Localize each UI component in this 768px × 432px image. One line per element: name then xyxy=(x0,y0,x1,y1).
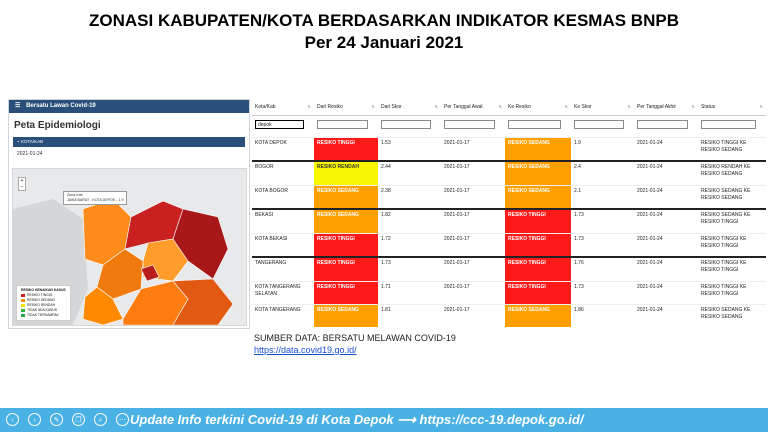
cell-dari-skor: 2.44 xyxy=(378,161,441,185)
cell-dari-skor: 1.53 xyxy=(378,138,441,162)
table-row xyxy=(252,161,766,185)
more-icon[interactable]: ⋯ xyxy=(116,413,129,426)
cell-status: RESIKO SEDANG KE RESIKO SEDANG xyxy=(698,304,766,327)
forward-icon[interactable]: › xyxy=(28,413,41,426)
cell-tanggal-akhir: 2021-01-24 xyxy=(634,161,698,185)
cell-ke-skor: 1.73 xyxy=(571,233,634,257)
cell-dari-resiko: RESIKO TINGGI xyxy=(314,281,378,304)
cell-tanggal-akhir: 2021-01-24 xyxy=(634,209,698,233)
col-header-dari-resiko[interactable]: Dari Resiko ⇅ xyxy=(314,99,378,116)
cell-dari-resiko: RESIKO SEDANG xyxy=(314,185,378,209)
title-line-2: Per 24 Januari 2021 xyxy=(304,33,464,52)
chart-icon: ⌁ xyxy=(17,139,21,144)
cell-ke-resiko: RESIKO TINGGI xyxy=(505,209,571,233)
col-header-tanggal-akhir[interactable]: Per Tanggal Akhir ⇅ xyxy=(634,99,698,116)
table-row xyxy=(252,185,766,209)
col-header-dari-skor[interactable]: Dari Skor ⇅ xyxy=(378,99,441,116)
col-header-status[interactable]: Status ⇅ xyxy=(698,99,766,116)
slide-toolbar xyxy=(6,413,129,427)
cell-kota: KOTA TANGERANG SELATAN xyxy=(252,281,314,304)
col-header-ke-resiko[interactable]: Ke Resiko ⇅ xyxy=(505,99,571,116)
legend-title: RESIKO KENAIKAN KASUS xyxy=(21,288,66,292)
cell-status: RESIKO TINGGI KE RESIKO TINGGI xyxy=(698,281,766,304)
cell-tanggal-awal: 2021-01-17 xyxy=(441,209,505,233)
cell-kota: KOTA TANGERANG xyxy=(252,304,314,327)
filter-tanggal-awal-input[interactable] xyxy=(444,120,495,129)
copy-icon[interactable]: ❐ xyxy=(72,413,85,426)
kota-kab-bar xyxy=(13,137,245,147)
table-row xyxy=(252,304,766,327)
filter-status-input[interactable] xyxy=(701,120,756,129)
cell-tanggal-akhir: 2021-01-24 xyxy=(634,138,698,162)
cell-tanggal-akhir: 2021-01-24 xyxy=(634,304,698,327)
cell-status: RESIKO TINGGI KE RESIKO TINGGI xyxy=(698,257,766,281)
cell-tanggal-awal: 2021-01-17 xyxy=(441,233,505,257)
cell-ke-skor: 1.9 xyxy=(571,138,634,162)
cell-kota: KOTA BOGOR xyxy=(252,185,314,209)
cell-kota: KOTA DEPOK xyxy=(252,138,314,162)
filter-dari-skor-input[interactable] xyxy=(381,120,431,129)
cell-ke-resiko: RESIKO SEDANG xyxy=(505,161,571,185)
legend-label-3: TIDAK ADA KASUS xyxy=(27,308,57,312)
legend-item xyxy=(21,313,66,318)
cell-kota: KOTA BEKASI xyxy=(252,233,314,257)
tooltip-line-1: Zona Kab xyxy=(67,193,83,197)
table-row xyxy=(252,138,766,162)
legend-swatch-0 xyxy=(21,294,25,297)
filter-tanggal-akhir-input[interactable] xyxy=(637,120,688,129)
tooltip-line-2: JAWA BARAT - KOTA DEPOK - 1.9 xyxy=(67,198,124,202)
cell-status: RESIKO TINGGI KE RESIKO TINGGI xyxy=(698,233,766,257)
cell-dari-resiko: RESIKO TINGGI xyxy=(314,257,378,281)
back-icon[interactable]: ‹ xyxy=(6,413,19,426)
cell-dari-resiko: RESIKO SEDANG xyxy=(314,304,378,327)
data-source xyxy=(254,332,456,356)
filter-kota-input[interactable]: depok xyxy=(255,120,304,129)
cell-ke-resiko: RESIKO TINGGI xyxy=(505,233,571,257)
map-panel xyxy=(8,99,250,329)
cell-tanggal-akhir: 2021-01-24 xyxy=(634,281,698,304)
hamburger-icon[interactable]: ☰ xyxy=(15,103,21,109)
zonasi-table xyxy=(252,99,766,327)
cell-ke-skor: 1.73 xyxy=(571,209,634,233)
cell-tanggal-awal: 2021-01-17 xyxy=(441,281,505,304)
cell-ke-skor: 2.1 xyxy=(571,185,634,209)
cell-tanggal-awal: 2021-01-17 xyxy=(441,304,505,327)
footer-text: Update Info terkini Covid-19 di Kota Depok ⟶ https://ccc-19.depok.go.id/ xyxy=(130,412,584,427)
cell-tanggal-awal: 2021-01-17 xyxy=(441,257,505,281)
cell-dari-skor: 1.71 xyxy=(378,281,441,304)
zoom-control[interactable]: + − xyxy=(18,177,26,191)
cell-ke-resiko: RESIKO SEDANG xyxy=(505,138,571,162)
table-row xyxy=(252,209,766,233)
pen-icon[interactable]: ✎ xyxy=(50,413,63,426)
map-tooltip xyxy=(63,191,127,205)
cell-kota: BEKASI xyxy=(252,209,314,233)
filter-ke-resiko-input[interactable] xyxy=(508,120,561,129)
cell-tanggal-awal: 2021-01-17 xyxy=(441,138,505,162)
cell-tanggal-akhir: 2021-01-24 xyxy=(634,233,698,257)
filter-dari-resiko-input[interactable] xyxy=(317,120,368,129)
table-row xyxy=(252,281,766,304)
filter-row xyxy=(252,116,766,138)
legend-label-0: RESIKO TINGGI xyxy=(27,293,53,297)
legend-swatch-1 xyxy=(21,299,25,302)
table-row xyxy=(252,233,766,257)
legend-swatch-4 xyxy=(21,314,25,317)
cell-ke-skor: 1.73 xyxy=(571,281,634,304)
cell-kota: TANGERANG xyxy=(252,257,314,281)
cell-dari-resiko: RESIKO TINGGI xyxy=(314,138,378,162)
footer-bar xyxy=(0,408,768,432)
cell-dari-resiko: RESIKO SEDANG xyxy=(314,209,378,233)
legend-swatch-2 xyxy=(21,304,25,307)
cell-status: RESIKO RENDAH KE RESIKO SEDANG xyxy=(698,161,766,185)
cell-dari-resiko: RESIKO RENDAH xyxy=(314,161,378,185)
cell-ke-skor: 1.76 xyxy=(571,257,634,281)
cell-dari-skor: 1.72 xyxy=(378,233,441,257)
cell-dari-resiko: RESIKO TINGGI xyxy=(314,233,378,257)
cell-dari-skor: 1.81 xyxy=(378,304,441,327)
cell-tanggal-akhir: 2021-01-24 xyxy=(634,257,698,281)
cell-dari-skor: 2.38 xyxy=(378,185,441,209)
epidemiology-map[interactable] xyxy=(12,168,247,326)
cell-ke-skor: 1.86 xyxy=(571,304,634,327)
table-header-row xyxy=(252,99,766,116)
panel-header-title: Bersatu Lawan Covid-19 xyxy=(26,103,96,109)
panel-header xyxy=(9,100,249,113)
table-row xyxy=(252,257,766,281)
cell-ke-resiko: RESIKO SEDANG xyxy=(505,185,571,209)
map-date: 2021-01-24 xyxy=(17,151,43,157)
map-legend xyxy=(16,285,71,321)
col-header-ke-skor[interactable]: Ke Skor ⇅ xyxy=(571,99,634,116)
legend-label-2: RESIKO RENDAH xyxy=(27,303,56,307)
cell-status: RESIKO SEDANG KE RESIKO SEDANG xyxy=(698,185,766,209)
cell-dari-skor: 1.73 xyxy=(378,257,441,281)
legend-swatch-3 xyxy=(21,309,25,312)
kota-kab-label: KOTA/KAB xyxy=(20,139,44,144)
source-label: SUMBER DATA: BERSATU MELAWAN COVID-19 xyxy=(254,333,456,343)
cell-kota: BOGOR xyxy=(252,161,314,185)
cell-tanggal-awal: 2021-01-17 xyxy=(441,161,505,185)
col-header-kota[interactable]: Kota/Kab ⇅ xyxy=(252,99,314,116)
cell-dari-skor: 1.82 xyxy=(378,209,441,233)
cell-ke-resiko: RESIKO TINGGI xyxy=(505,257,571,281)
legend-label-4: TIDAK TERDAMPAK xyxy=(27,313,59,317)
cell-ke-skor: 2.4 xyxy=(571,161,634,185)
filter-ke-skor-input[interactable] xyxy=(574,120,624,129)
title-line-1: ZONASI KABUPATEN/KOTA BERDASARKAN INDIKATOR KESMAS BNPB xyxy=(89,11,679,30)
panel-title: Peta Epidemiologi xyxy=(14,120,101,131)
cell-ke-resiko: RESIKO TINGGI xyxy=(505,281,571,304)
cell-status: RESIKO SEDANG KE RESIKO TINGGI xyxy=(698,209,766,233)
col-header-tanggal-awal[interactable]: Per Tanggal Awal ⇅ xyxy=(441,99,505,116)
legend-label-1: RESIKO SEDANG xyxy=(27,298,56,302)
cell-ke-resiko: RESIKO SEDANG xyxy=(505,304,571,327)
zoom-icon[interactable]: ⌕ xyxy=(94,413,107,426)
source-link[interactable]: https://data.covid19.go.id/ xyxy=(254,345,357,355)
cell-status: RESIKO TINGGI KE RESIKO SEDANG xyxy=(698,138,766,162)
slide-title xyxy=(0,10,768,54)
cell-tanggal-akhir: 2021-01-24 xyxy=(634,185,698,209)
cell-tanggal-awal: 2021-01-17 xyxy=(441,185,505,209)
